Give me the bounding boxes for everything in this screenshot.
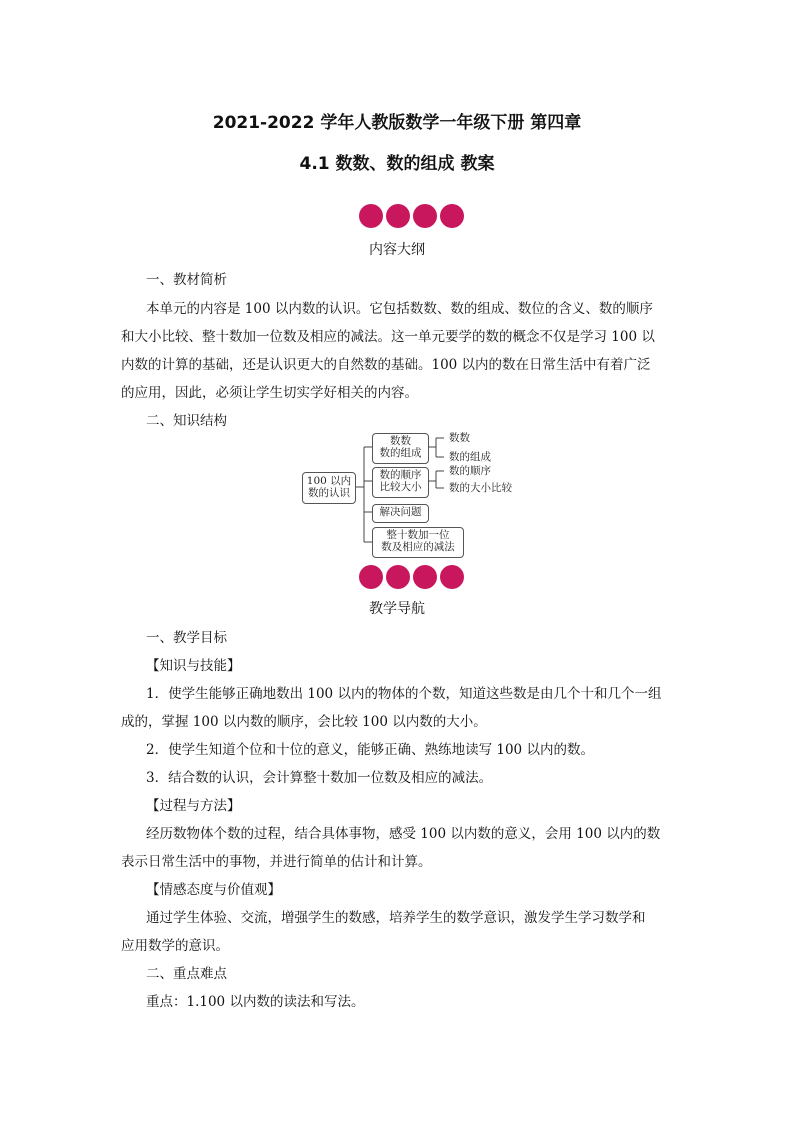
dot-icon (413, 565, 437, 589)
heading-textbook-analysis: 一、教材简析 (146, 272, 227, 288)
diagram-leaf: 数的大小比较 (449, 482, 512, 494)
dot-icon (440, 204, 464, 228)
paragraph-line: 应用数学的意识。 (121, 938, 229, 954)
dot-icon (386, 565, 410, 589)
dot-icon (440, 565, 464, 589)
diagram-branch-count: 数数 数的组成 (372, 433, 429, 464)
paragraph-line: 3．结合数的认识，会计算整十数加一位数及相应的减法。 (146, 770, 493, 786)
paragraph-line: 和大小比较、整十数加一位数及相应的减法。这一单元要学的数的概念不仅是学习 100 以 (121, 329, 655, 345)
dot-icon (359, 204, 383, 228)
paragraph-line: 表示日常生活中的事物，并进行简单的估计和计算。 (121, 854, 432, 870)
knowledge-structure-diagram (300, 430, 530, 558)
heading-knowledge-structure: 二、知识结构 (146, 413, 227, 429)
paragraph-line: 的应用，因此，必须让学生切实学好相关的内容。 (121, 385, 418, 401)
doc-title-line1: 2021-2022 学年人教版数学一年级下册 第四章 (212, 113, 582, 133)
decorative-dots (359, 204, 464, 228)
heading-emotion-values: 【情感态度与价值观】 (146, 882, 281, 898)
paragraph-line: 经历数物体个数的过程，结合具体事物，感受 100 以内数的意义，会用 100 以内的数 (146, 826, 661, 842)
diagram-branch-addition: 整十数加一位 数及相应的减法 (372, 527, 464, 558)
paragraph-line: 成的，掌握 100 以内数的顺序，会比较 100 以内数的大小。 (121, 714, 487, 730)
paragraph-line: 1．使学生能够正确地数出 100 以内的物体的个数，知道这些数是由几个十和几个一组 (146, 686, 662, 702)
dot-icon (386, 204, 410, 228)
paragraph-line: 通过学生体验、交流，增强学生的数感，培养学生的数学意识，激发学生学习数学和 (146, 910, 646, 926)
dot-icon (413, 204, 437, 228)
heading-teaching-goals: 一、教学目标 (146, 630, 227, 646)
diagram-branch-problem: 解决问题 (372, 504, 429, 523)
section-label-guide: 教学导航 (369, 601, 425, 617)
decorative-dots (359, 565, 464, 589)
diagram-leaf: 数的组成 (449, 451, 491, 463)
section-label-outline: 内容大纲 (369, 242, 425, 258)
paragraph-line: 重点：1.100 以内数的读法和写法。 (146, 994, 365, 1010)
doc-title-line2: 4.1 数数、数的组成 教案 (299, 154, 495, 174)
heading-knowledge-skills: 【知识与技能】 (146, 658, 241, 674)
heading-process-methods: 【过程与方法】 (146, 798, 241, 814)
diagram-branch-order: 数的顺序 比较大小 (372, 467, 429, 498)
paragraph-line: 2．使学生知道个位和十位的意义，能够正确、熟练地读写 100 以内的数。 (146, 742, 594, 758)
paragraph-line: 内数的计算的基础，还是认识更大的自然数的基础。100 以内的数在日常生活中有着广泛 (121, 357, 651, 373)
diagram-root-node: 100 以内 数的认识 (302, 472, 356, 504)
diagram-leaf: 数数 (449, 432, 470, 444)
diagram-leaf: 数的顺序 (449, 465, 491, 477)
paragraph-line: 本单元的内容是 100 以内数的认识。它包括数数、数的组成、数位的含义、数的顺序 (146, 301, 653, 317)
heading-key-points: 二、重点难点 (146, 966, 227, 982)
dot-icon (359, 565, 383, 589)
